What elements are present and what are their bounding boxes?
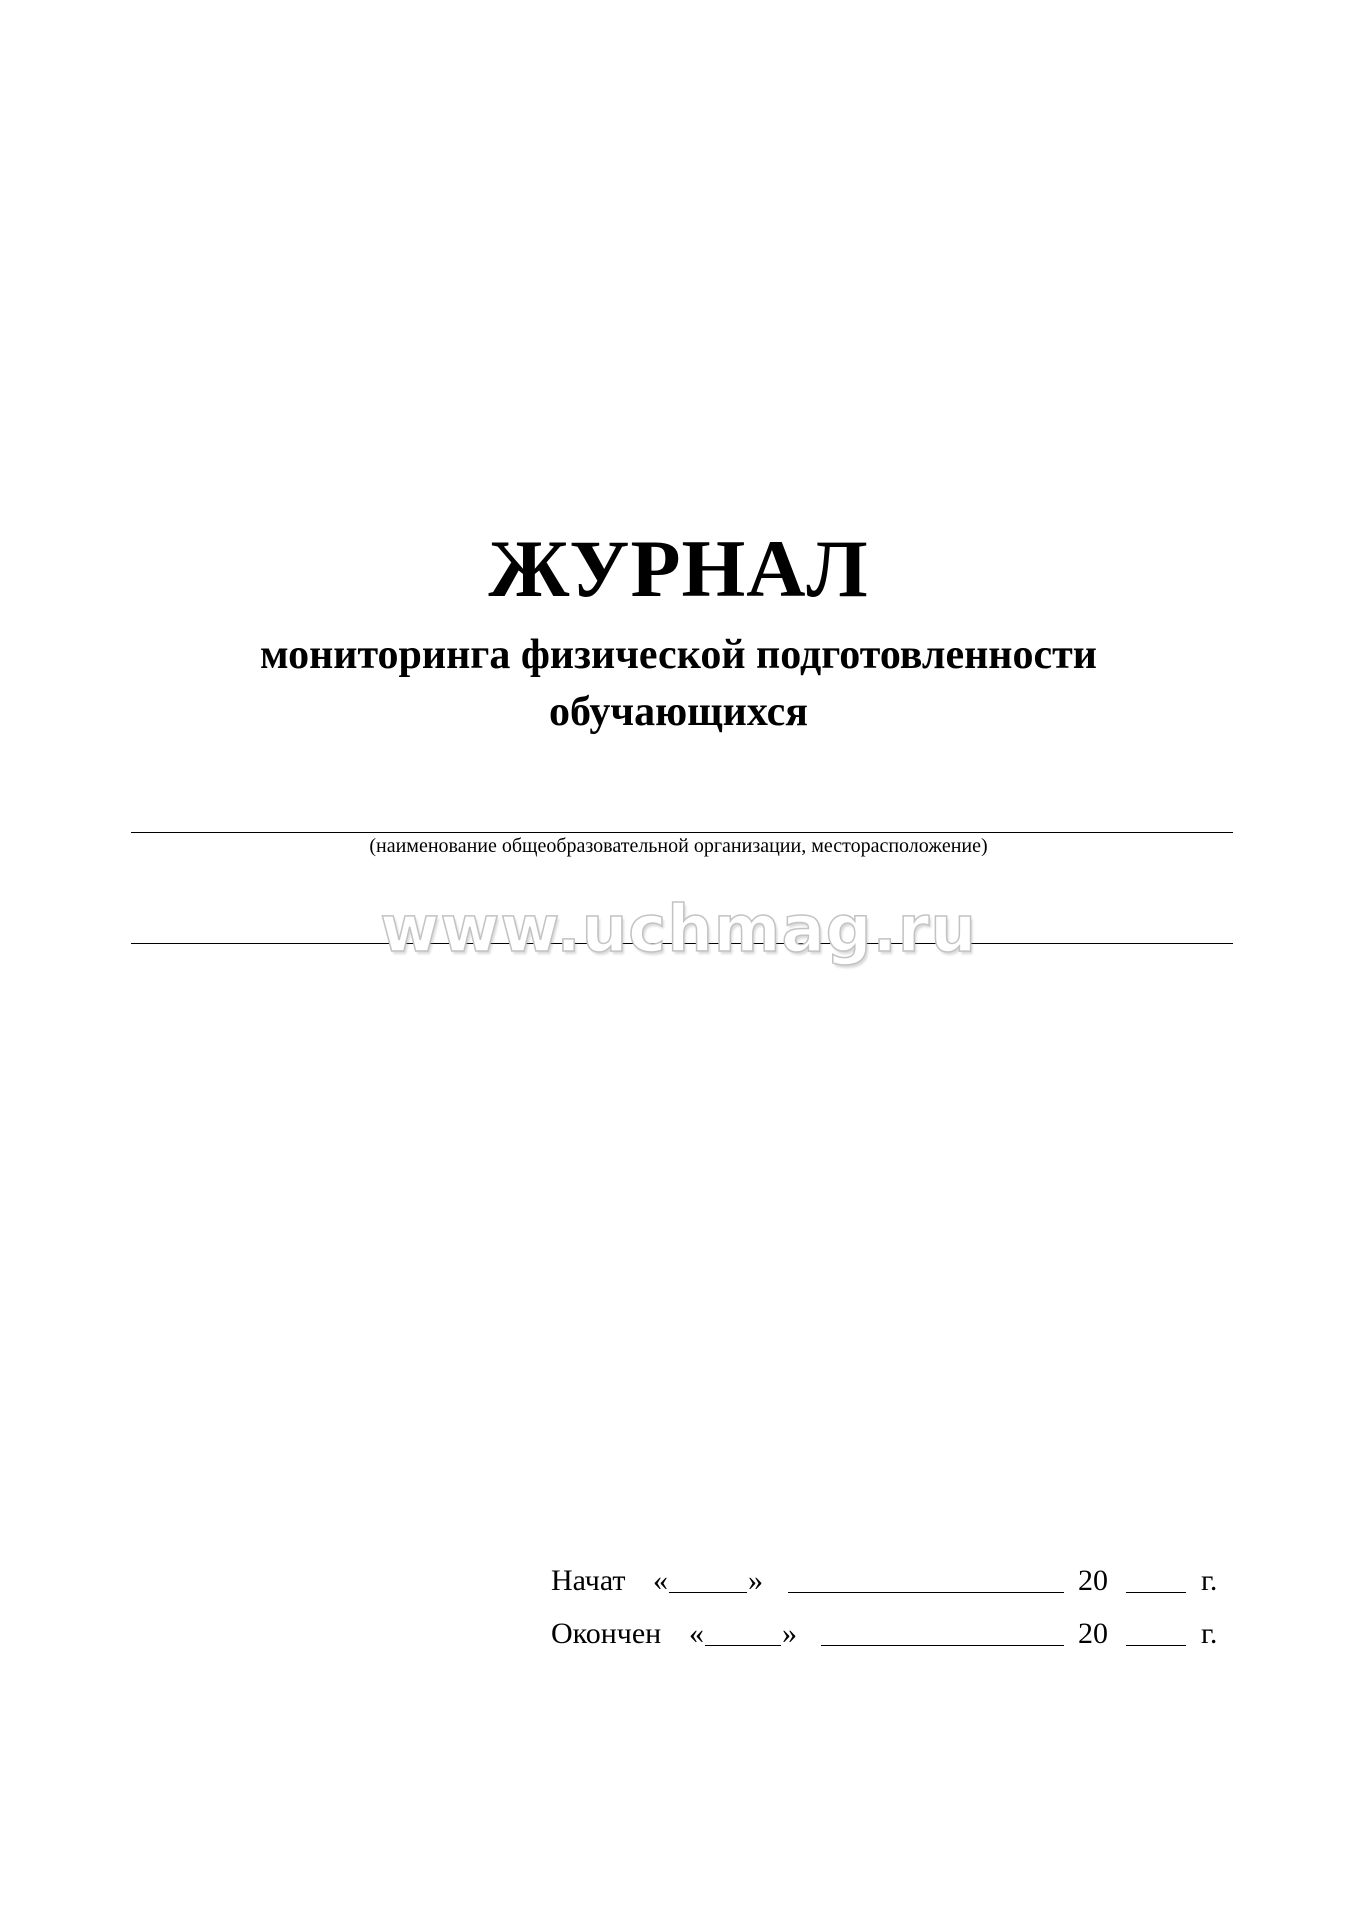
watermark-logo: www.uchmag.ru	[380, 893, 977, 967]
date-finished-day-field[interactable]	[705, 1619, 781, 1646]
date-started-label: Начат	[551, 1564, 626, 1597]
date-started-century: 20	[1078, 1564, 1108, 1597]
date-started-year-field[interactable]	[1126, 1566, 1186, 1593]
organization-name-line[interactable]	[131, 832, 1233, 833]
date-started-month-field[interactable]	[788, 1566, 1064, 1593]
date-finished-row	[551, 1619, 1241, 1653]
date-started-open-quote: «	[653, 1564, 668, 1597]
journal-title: ЖУРНАЛ	[488, 523, 869, 614]
organization-caption: (наименование общеобразовательной организации, месторасположение)	[369, 835, 988, 857]
date-finished-year-field[interactable]	[1126, 1619, 1186, 1646]
date-finished-century: 20	[1078, 1617, 1108, 1650]
date-finished-label: Окончен	[551, 1617, 662, 1650]
date-finished-close-quote: »	[782, 1617, 797, 1650]
journal-subtitle-line-2: обучающихся	[549, 689, 808, 735]
date-finished-open-quote: «	[689, 1617, 704, 1650]
date-started-row	[551, 1566, 1241, 1600]
date-started-close-quote: »	[748, 1564, 763, 1597]
date-started-day-field[interactable]	[669, 1566, 747, 1593]
date-started-year-suffix: г.	[1201, 1564, 1218, 1597]
date-finished-month-field[interactable]	[821, 1619, 1064, 1646]
date-finished-year-suffix: г.	[1201, 1617, 1218, 1650]
journal-subtitle-line-1: мониторинга физической подготовленности	[260, 632, 1097, 678]
